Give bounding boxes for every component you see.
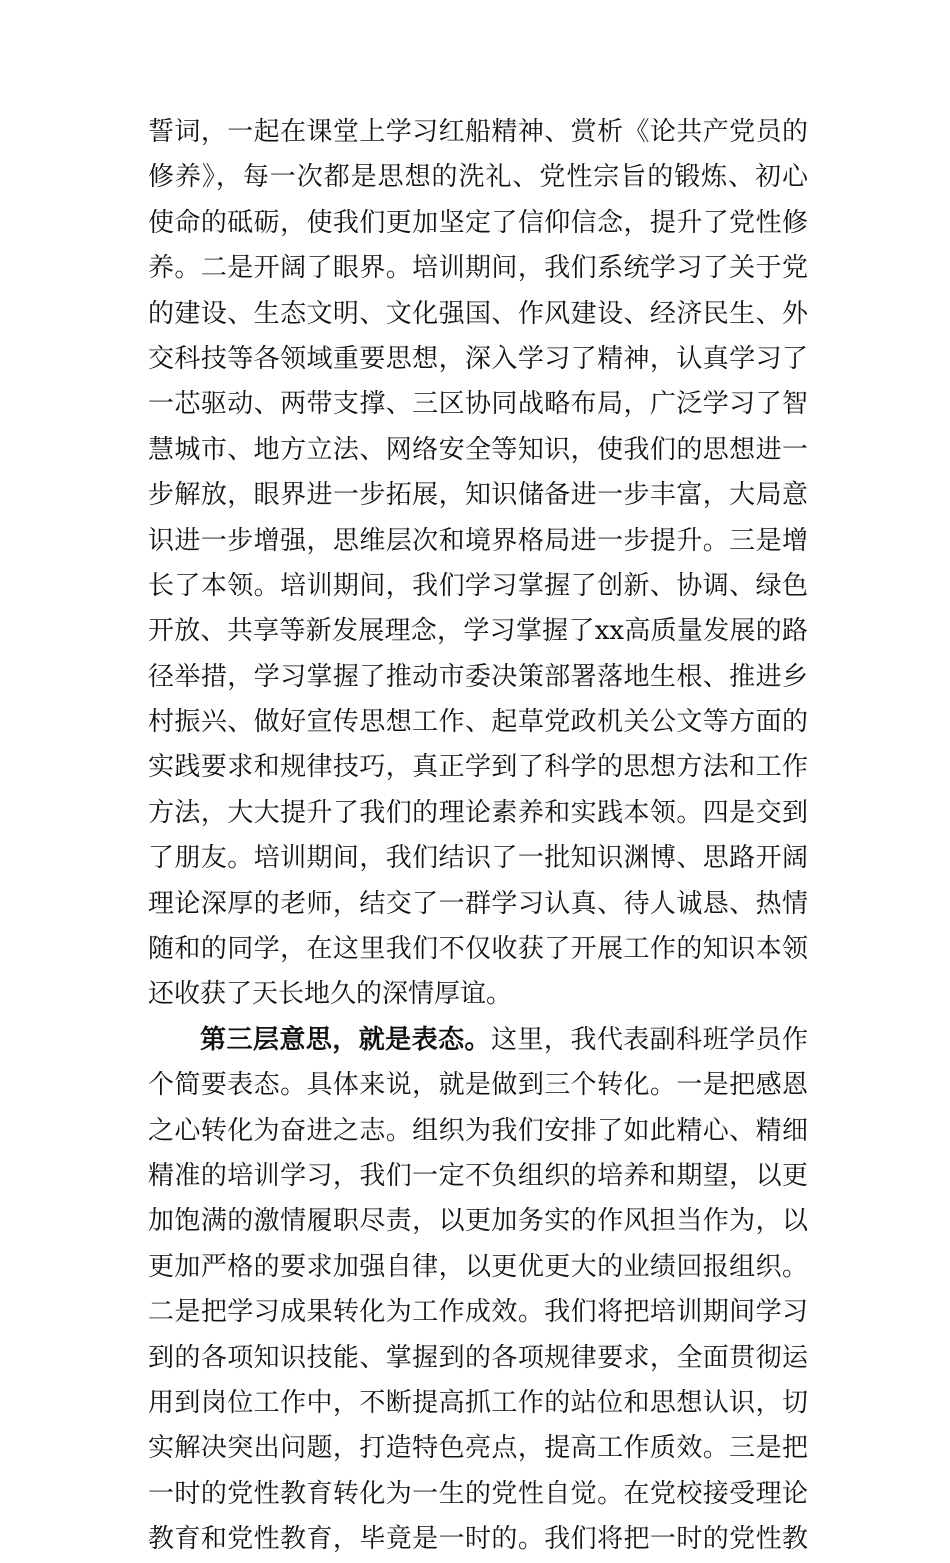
text-line: 理论深厚的老师，结交了一群学习认真、待人诚恳、热情 [148,888,808,919]
paragraph-first-line [148,1018,808,1063]
text-line: 实解决突出问题，打造特色亮点，提高工作质效。三是把 [148,1433,808,1464]
text-line: 径举措，学习掌握了推动市委决策部署落地生根、推进乡 [148,661,808,692]
text-line: 的建设、生态文明、文化强国、作风建设、经济民生、外 [148,298,808,329]
text-line: 使命的砥砺，使我们更加坚定了信仰信念，提升了党性修 [148,207,808,238]
text-line: 长了本领。培训期间，我们学习掌握了创新、协调、绿色 [148,570,808,601]
text-line: 教育和党性教育，毕竟是一时的。我们将把一时的党性教 [148,1524,808,1555]
text-line: 一芯驱动、两带支撑、三区协同战略布局，广泛学习了智 [148,389,808,420]
text-line: 用到岗位工作中，不断提高抓工作的站位和思想认识，切 [148,1387,808,1418]
text-line: 精准的培训学习，我们一定不负组织的培养和期望，以更 [148,1160,808,1191]
text-line: 慧城市、地方立法、网络安全等知识，使我们的思想进一 [148,434,808,465]
text-line: 随和的同学，在这里我们不仅收获了开展工作的知识本领 [148,934,808,965]
text-line: 修养》，每一次都是思想的洗礼、党性宗旨的锻炼、初心 [148,162,808,193]
text-line: 识进一步增强，思维层次和境界格局进一步提升。三是增 [148,525,808,556]
text-line: 更加严格的要求加强自律，以更优更大的业绩回报组织。 [148,1251,808,1282]
text-line: 到的各项知识技能、掌握到的各项规律要求，全面贯彻运 [148,1342,808,1373]
text-line: 交科技等各领域重要思想，深入学习了精神，认真学习了 [148,343,808,374]
text-line: 步解放，眼界进一步拓展，知识储备进一步丰富，大局意 [148,480,808,511]
paragraph-1 [148,110,808,1018]
text-line: 个简要表态。具体来说，就是做到三个转化。一是把感恩 [148,1070,808,1101]
document-body [148,110,808,1563]
text-line: 一时的党性教育转化为一生的党性自觉。在党校接受理论 [148,1478,808,1509]
paragraph-2 [148,1018,808,1563]
text-line: 誓词，一起在课堂上学习红船精神、赏析《论共产党员的 [148,117,808,147]
text-line: 之心转化为奋进之志。组织为我们安排了如此精心、精细 [148,1115,808,1146]
text-fragment: 这里，我代表副科班学员作 [491,1024,808,1055]
text-line: 开放、共享等新发展理念，学习掌握了xx高质量发展的路 [148,616,808,647]
text-line: 实践要求和规律技巧，真正学到了科学的思想方法和工作 [148,752,808,783]
text-line: 还收获了天长地久的深情厚谊。 [148,979,513,1010]
text-line: 方法，大大提升了我们的理论素养和实践本领。四是交到 [148,797,808,828]
paragraph-heading: 第三层意思，就是表态。 [200,1024,491,1055]
text-line: 二是把学习成果转化为工作成效。我们将把培训期间学习 [148,1297,808,1328]
text-line: 了朋友。培训期间，我们结识了一批知识渊博、思路开阔 [148,843,808,874]
text-line: 加饱满的激情履职尽责，以更加务实的作风担当作为，以 [148,1206,808,1237]
text-line: 养。二是开阔了眼界。培训期间，我们系统学习了关于党 [148,253,808,284]
text-line: 村振兴、做好宣传思想工作、起草党政机关公文等方面的 [148,707,808,738]
